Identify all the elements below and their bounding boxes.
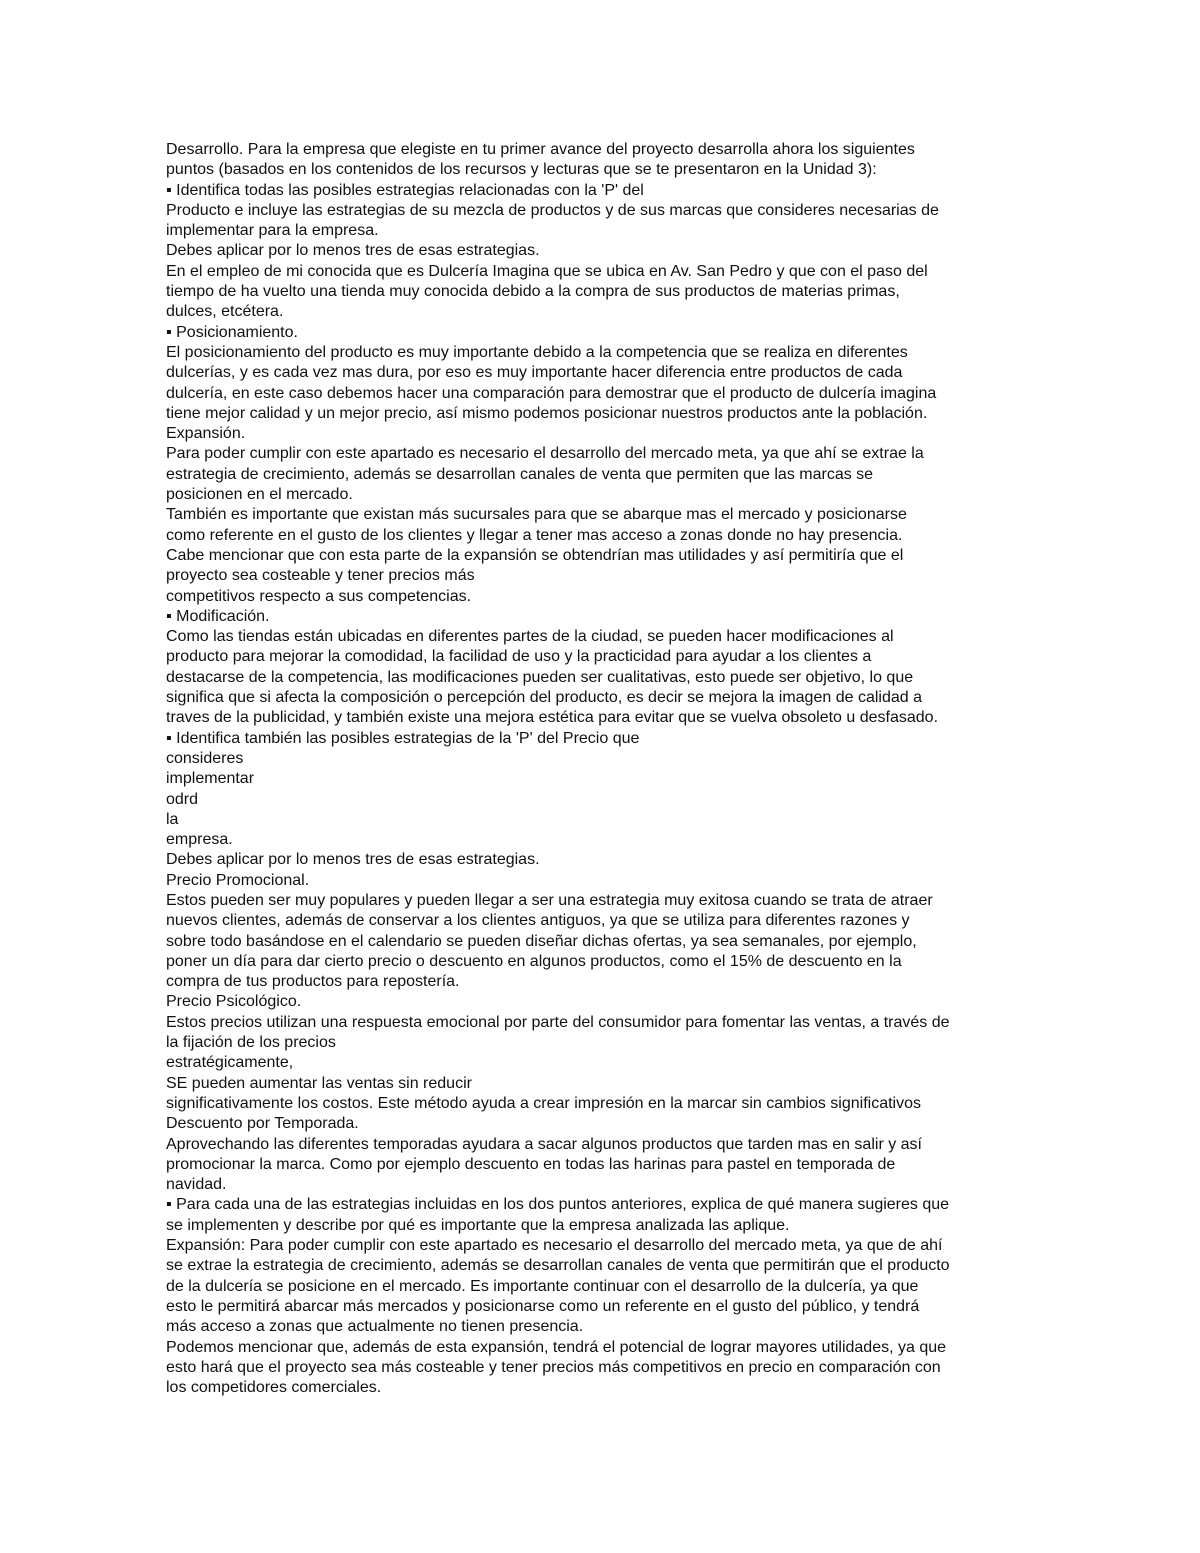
- text-line: Desarrollo. Para la empresa que elegiste en tu primer avance del proyecto desarrolla ahora los siguientes: [166, 141, 915, 158]
- text-line: esto hará que el proyecto sea más costeable y tener precios más competitivos en precio en comparación con: [166, 1358, 941, 1376]
- text-line: navidad.: [166, 1176, 227, 1194]
- text-line: significa que si afecta la composición o percepción del producto, es decir se mejora la imagen de calidad a: [166, 689, 922, 707]
- text-line: En el empleo de mi conocida que es Dulcería Imagina que se ubica en Av. San Pedro y que con el paso del: [166, 262, 928, 280]
- text-line: se implementen y describe por qué es importante que la empresa analizada las aplique.: [166, 1216, 790, 1234]
- text-line: Estos pueden ser muy populares y pueden llegar a ser una estrategia muy exitosa cuando se trata de atraer: [166, 891, 933, 909]
- text-line: la fijación de los precios: [166, 1034, 336, 1052]
- text-line: puntos (basados en los contenidos de los recursos y lecturas que se te presentaron en la Unidad 3):: [166, 161, 877, 179]
- text-line: producto para mejorar la comodidad, la facilidad de uso y la practicidad para ayudar a los clientes a: [166, 648, 872, 666]
- text-line: tiempo de ha vuelto una tienda muy conocida debido a la compra de sus productos de materias primas,: [166, 283, 900, 301]
- text-line: ▪ Identifica también las posibles estrategias de la 'P' del Precio que: [166, 729, 640, 747]
- text-line: poner un día para dar cierto precio o descuento en algunos productos, como el 15% de descuento en la: [166, 952, 902, 970]
- text-line: como referente en el gusto de los clientes y llegar a tener mas acceso a zonas donde no hay presencia.: [166, 526, 903, 544]
- text-line: odrd: [166, 790, 199, 808]
- text-line: SE pueden aumentar las ventas sin reducir: [166, 1074, 472, 1092]
- text-line: se extrae la estrategia de crecimiento, además se desarrollan canales de venta que permitirán que el producto: [166, 1257, 950, 1275]
- text-line: tiene mejor calidad y un mejor precio, así mismo podemos posicionar nuestros productos ante la población.: [166, 404, 928, 422]
- text-line: empresa.: [166, 831, 233, 849]
- text-line: significativamente los costos. Este método ayuda a crear impresión en la marcar sin cambios significativos: [166, 1094, 921, 1112]
- text-line: destacarse de la competencia, las modificaciones pueden ser cualitativas, esto puede ser objetivo, lo que: [166, 668, 914, 686]
- text-line: implementar para la empresa.: [166, 222, 379, 240]
- text-line: la: [166, 810, 179, 828]
- text-line: consideres: [166, 749, 244, 767]
- text-line: Expansión: Para poder cumplir con este apartado es necesario el desarrollo del mercado meta, ya que de ahí: [166, 1237, 943, 1255]
- text-line: sobre todo basándose en el calendario se pueden diseñar dichas ofertas, ya sea semanales, por ejemplo,: [166, 932, 917, 950]
- text-line: El posicionamiento del producto es muy importante debido a la competencia que se realiza en diferentes: [166, 343, 908, 361]
- text-line: los competidores comerciales.: [166, 1379, 382, 1397]
- text-line: Aprovechando las diferentes temporadas ayudara a sacar algunos productos que tarden mas en salir y así: [166, 1135, 922, 1153]
- text-line: Producto e incluye las estrategias de su mezcla de productos y de sus marcas que consideres necesarias de: [166, 201, 939, 219]
- text-line: más acceso a zonas que actualmente no tienen presencia.: [166, 1318, 584, 1336]
- text-line: Podemos mencionar que, además de esta expansión, tendrá el potencial de lograr mayores utilidades, ya que: [166, 1338, 947, 1356]
- text-line: proyecto sea costeable y tener precios más: [166, 567, 475, 585]
- text-line: Para poder cumplir con este apartado es necesario el desarrollo del mercado meta, ya que ahí se extrae la: [166, 445, 924, 463]
- text-line: Como las tiendas están ubicadas en diferentes partes de la ciudad, se pueden hacer modificaciones al: [166, 628, 894, 646]
- text-line: También es importante que existan más sucursales para que se abarque mas el mercado y posicionarse: [166, 506, 907, 524]
- text-line: nuevos clientes, además de conservar a los clientes antiguos, ya que se utiliza para diferentes razones y: [166, 912, 910, 930]
- text-line: ▪ Modificación.: [166, 607, 270, 625]
- text-line: Estos precios utilizan una respuesta emocional por parte del consumidor para fomentar las ventas, a través de: [166, 1013, 950, 1031]
- text-line: de la dulcería se posicione en el mercado. Es importante continuar con el desarrollo de la dulcería, ya que: [166, 1277, 919, 1295]
- text-line: estratégicamente,: [166, 1054, 294, 1072]
- text-line: estrategia de crecimiento, además se desarrollan canales de venta que permiten que las marcas se: [166, 465, 874, 483]
- text-line: traves de la publicidad, y también existe una mejora estética para evitar que se vuelva obsoleto u desfasado.: [166, 709, 939, 727]
- text-line: dulces, etcétera.: [166, 303, 284, 321]
- document-page: [166, 140, 1046, 1398]
- text-line: ▪ Para cada una de las estrategias incluidas en los dos puntos anteriores, explica de qué manera sugieres que: [166, 1196, 950, 1214]
- text-line: Descuento por Temporada.: [166, 1115, 359, 1133]
- text-line: ▪ Identifica todas las posibles estrategias relacionadas con la 'P' del: [166, 181, 644, 199]
- text-line: dulcería, en este caso debemos hacer una comparación para demostrar que el producto de dulcería imagina: [166, 384, 937, 402]
- text-line: posicionen en el mercado.: [166, 486, 353, 504]
- text-line: Precio Promocional.: [166, 871, 310, 889]
- text-line: dulcerías, y es cada vez mas dura, por eso es muy importante hacer diferencia entre productos de cada: [166, 364, 903, 382]
- text-line: Cabe mencionar que con esta parte de la expansión se obtendrían mas utilidades y así permitiría que el: [166, 546, 904, 564]
- text-line: implementar: [166, 770, 255, 788]
- text-line: Debes aplicar por lo menos tres de esas estrategias.: [166, 851, 540, 869]
- text-line: Debes aplicar por lo menos tres de esas estrategias.: [166, 242, 540, 260]
- text-line: esto le permitirá abarcar más mercados y posicionarse como un referente en el gusto del público, y tendrá: [166, 1297, 920, 1315]
- text-line: compra de tus productos para repostería.: [166, 973, 460, 991]
- text-line: competitivos respecto a sus competencias.: [166, 587, 472, 605]
- text-line: Precio Psicológico.: [166, 993, 302, 1011]
- text-line: Expansión.: [166, 425, 246, 443]
- text-line: ▪ Posicionamiento.: [166, 323, 298, 341]
- text-line: promocionar la marca. Como por ejemplo descuento en todas las harinas para pastel en temporada de: [166, 1155, 896, 1173]
